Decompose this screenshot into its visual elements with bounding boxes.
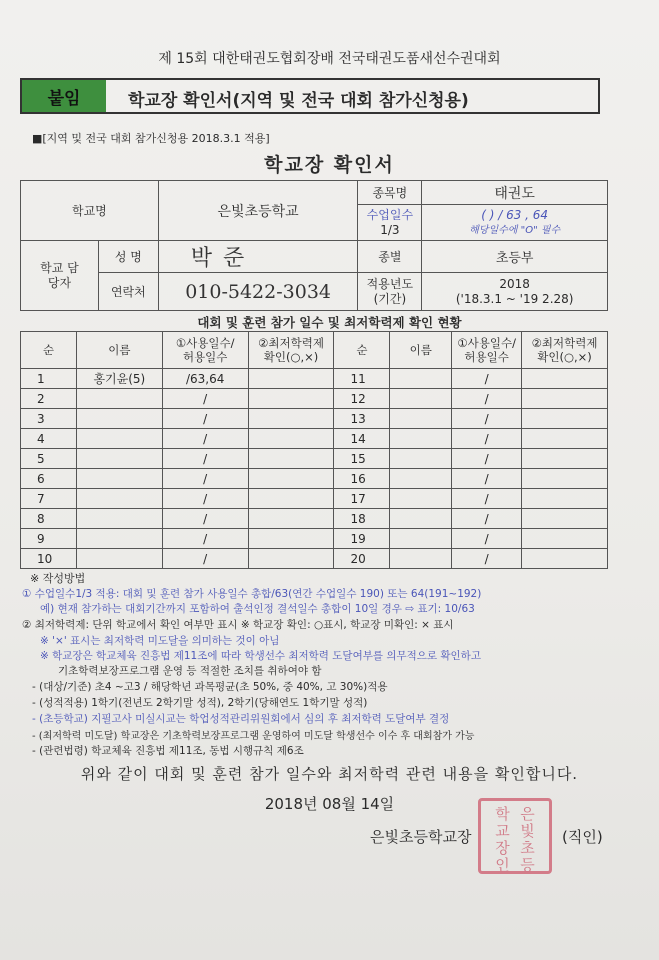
row-days: / <box>162 429 248 449</box>
row-name <box>390 409 452 429</box>
row-min-check <box>522 369 608 389</box>
row-days: / <box>162 409 248 429</box>
row-min-check <box>248 489 334 509</box>
row-min-check <box>522 389 608 409</box>
row-number: 19 <box>334 529 390 549</box>
row-days: / <box>162 549 248 569</box>
row-number: 11 <box>334 369 390 389</box>
instruction-line-10: - (최저학력 미도달) 학교장은 기초학력보장프로그램 운영하여 미도달 학생선수 이수 후 대회참가 가능 <box>32 731 475 742</box>
row-number: 10 <box>21 549 77 569</box>
school-info-table <box>20 180 608 311</box>
row-name <box>390 429 452 449</box>
form-note: ■[지역 및 전국 대회 참가신청용 2018.3.1 적용] <box>32 132 270 145</box>
row-number: 6 <box>21 469 77 489</box>
col-name: 이름 <box>76 332 162 369</box>
instruction-line-5: ※ 학교장은 학교체육 진흥법 제11조에 따라 학생선수 최저학력 도달여부를 의무적으로 확인하고 <box>40 650 481 662</box>
col-name-2: 이름 <box>390 332 452 369</box>
row-name <box>76 529 162 549</box>
row-name <box>390 509 452 529</box>
row-days: / <box>162 489 248 509</box>
row-min-check <box>522 509 608 529</box>
instruction-line-9: - (초등학교) 지필고사 미실시교는 학업성적관리위원회에서 심의 후 최저학력 도달여부 결정 <box>32 713 450 725</box>
row-number: 9 <box>21 529 77 549</box>
table-row <box>21 429 608 449</box>
table-row <box>21 369 608 389</box>
row-number: 16 <box>334 469 390 489</box>
row-number: 2 <box>21 389 77 409</box>
division-label: 종별 <box>358 241 422 273</box>
instruction-line-8: - (성적적용) 1학기(전년도 2학기말 성적), 2학기(당해연도 1학기말 성적) <box>32 697 368 709</box>
row-number: 17 <box>334 489 390 509</box>
row-number: 4 <box>21 429 77 449</box>
row-number: 18 <box>334 509 390 529</box>
row-number: 7 <box>21 489 77 509</box>
row-min-check <box>248 369 334 389</box>
contact-value: 010-5422-3034 <box>158 273 358 311</box>
name-label: 성 명 <box>98 241 158 273</box>
event-label: 종목명 <box>358 181 422 205</box>
division-value: 초등부 <box>422 241 608 273</box>
row-number: 14 <box>334 429 390 449</box>
row-min-check <box>248 509 334 529</box>
row-days: / <box>162 509 248 529</box>
instruction-line-7: - (대상/기준) 초4 ~고3 / 해당학년 과목평균(초 50%, 중 40%, 고 30%)적용 <box>32 681 388 693</box>
manager-name: 박 준 <box>158 241 358 273</box>
row-days: / <box>452 409 522 429</box>
row-days: / <box>452 429 522 449</box>
row-min-check <box>248 529 334 549</box>
row-name <box>76 449 162 469</box>
row-days: / <box>452 549 522 569</box>
form-title: 학교장 확인서(지역 및 전국 대회 참가신청용) <box>128 91 469 111</box>
table-row <box>21 389 608 409</box>
row-min-check <box>248 449 334 469</box>
table-header-row <box>21 332 608 369</box>
row-name: 홍기윤(5) <box>76 369 162 389</box>
row-name <box>76 509 162 529</box>
instruction-line-3: ② 최저학력제: 단위 학교에서 확인 여부만 표시 ※ 학교장 확인: ○표시, 학교장 미확인: × 표시 <box>22 619 454 631</box>
row-days: / <box>452 469 522 489</box>
contact-label: 연락처 <box>98 273 158 311</box>
instructions-title: ※ 작성방법 <box>30 572 86 585</box>
days-value: ( ) / 63 , 64 <box>481 207 549 222</box>
row-number: 5 <box>21 449 77 469</box>
instruction-line-4: ※ '×' 표시는 최저학력 미도달을 의미하는 것이 아님 <box>40 635 280 647</box>
col-no-2: 순 <box>334 332 390 369</box>
row-number: 8 <box>21 509 77 529</box>
table-row <box>21 449 608 469</box>
document-title: 학교장 확인서 <box>264 154 395 176</box>
row-name <box>76 429 162 449</box>
section-title: 대회 및 훈련 참가 일수 및 최저학력제 확인 현황 <box>197 315 462 330</box>
row-min-check <box>522 409 608 429</box>
row-name <box>390 529 452 549</box>
row-name <box>76 409 162 429</box>
principal-signature: 은빛초등학교장 <box>370 828 472 846</box>
instruction-line-2: 예) 현재 참가하는 대회기간까지 포함하여 출석인정 결석일수 총합이 10일 경우 ⇨ 표기: 10/63 <box>40 603 475 615</box>
row-min-check <box>248 429 334 449</box>
row-number: 1 <box>21 369 77 389</box>
row-number: 3 <box>21 409 77 429</box>
school-label: 학교명 <box>21 181 159 241</box>
instruction-line-6: 기초학력보장프로그램 운영 등 적절한 조치를 취하여야 함 <box>58 665 322 677</box>
days-ratio: 1/3 <box>380 222 400 237</box>
col-min-2: ②최저학력제 확인(○,×) <box>522 332 608 369</box>
instruction-line-1: ① 수업일수1/3 적용: 대회 및 훈련 참가 사용일수 총합/63(연간 수업일수 190) 또는 64(191~192) <box>22 588 482 600</box>
row-min-check <box>248 549 334 569</box>
row-name <box>76 549 162 569</box>
period-label: (기간) <box>373 291 407 306</box>
row-name <box>390 489 452 509</box>
row-min-check <box>522 449 608 469</box>
row-number: 20 <box>334 549 390 569</box>
row-min-check <box>522 469 608 489</box>
table-row <box>21 529 608 549</box>
row-days: / <box>452 369 522 389</box>
row-days: / <box>452 489 522 509</box>
row-number: 12 <box>334 389 390 409</box>
row-name <box>390 469 452 489</box>
table-row <box>21 469 608 489</box>
row-min-check <box>522 529 608 549</box>
row-number: 15 <box>334 449 390 469</box>
row-days: / <box>162 449 248 469</box>
row-days: /63,64 <box>162 369 248 389</box>
row-days: / <box>162 469 248 489</box>
col-min: ②최저학력제 확인(○,×) <box>248 332 334 369</box>
year-value: 2018 <box>499 276 530 291</box>
year-period: ('18.3.1 ~ '19 2.28) <box>455 291 574 306</box>
row-days: / <box>452 529 522 549</box>
row-number: 13 <box>334 409 390 429</box>
col-days: ①사용일수/ 허용일수 <box>162 332 248 369</box>
table-row <box>21 509 608 529</box>
row-min-check <box>248 469 334 489</box>
school-name: 은빛초등학교 <box>158 181 358 241</box>
table-row <box>21 549 608 569</box>
manager-label: 학교 담당자 <box>21 241 99 311</box>
row-min-check <box>522 489 608 509</box>
row-min-check <box>248 409 334 429</box>
row-min-check <box>522 429 608 449</box>
row-name <box>390 449 452 469</box>
attachment-badge: 붙임 <box>22 80 106 112</box>
signature-role: (직인) <box>562 828 603 846</box>
row-min-check <box>248 389 334 409</box>
instruction-line-11: - (관련법령) 학교체육 진흥법 제11조, 동법 시행규칙 제6조 <box>32 745 304 757</box>
row-days: / <box>162 529 248 549</box>
row-days: / <box>452 509 522 529</box>
table-row <box>21 409 608 429</box>
col-days-2: ①사용일수/ 허용일수 <box>452 332 522 369</box>
days-label: 수업일수 <box>366 207 414 222</box>
participation-table <box>20 331 608 569</box>
event-value: 태권도 <box>422 181 608 205</box>
col-no: 순 <box>21 332 77 369</box>
table-row <box>21 489 608 509</box>
year-label: 적용년도 <box>366 276 414 291</box>
row-name <box>76 469 162 489</box>
row-days: / <box>452 389 522 409</box>
row-name <box>390 549 452 569</box>
row-name <box>76 389 162 409</box>
official-seal: 학 은 교 빛 장 초 인 등 <box>478 798 552 874</box>
closing-statement: 위와 같이 대회 및 훈련 참가 일수와 최저학력 관련 내용을 확인합니다. <box>80 765 579 783</box>
row-min-check <box>522 549 608 569</box>
row-name <box>390 369 452 389</box>
tournament-header: 제 15회 대한태권도협회장배 전국태권도품새선수권대회 <box>158 51 501 67</box>
row-name <box>390 389 452 409</box>
issue-date: 2018년 08월 14일 <box>264 795 395 813</box>
row-name <box>76 489 162 509</box>
row-days: / <box>162 389 248 409</box>
days-note: 해당일수에 "O" 필수 <box>469 224 561 236</box>
row-days: / <box>452 449 522 469</box>
